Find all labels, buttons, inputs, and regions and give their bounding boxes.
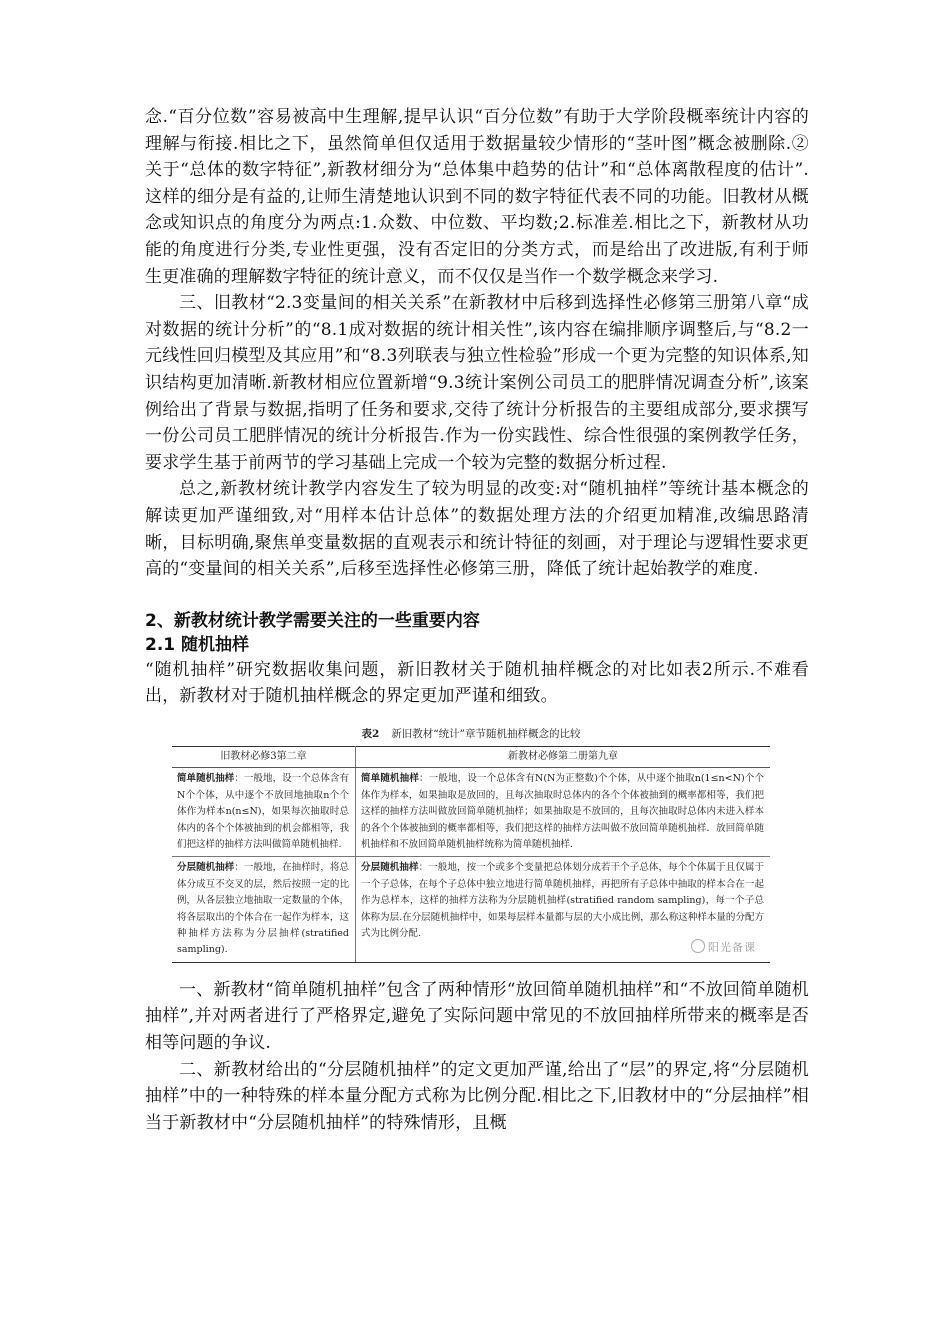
table-row <box>172 768 770 857</box>
paragraph-simple-random-sampling: 一、新教材“简单随机抽样”包含了两种情形“放回简单随机抽样”和“不放回简单随机抽样”,并对两者进行了严格界定,避免了实际问题中常见的不放回抽样所带来的概率是否相等问题的争议. <box>145 979 809 1053</box>
subsection-heading: 2.1 随机抽样 <box>145 634 250 655</box>
term-label: 分层随机抽样 <box>361 862 419 874</box>
paragraph-random-sampling-intro: “随机抽样”研究数据收集问题，新旧教材关于随机抽样概念的对比如表2所示.不难看出，新教材对于随机抽样概念的界定更加严谨和细致。 <box>145 659 809 707</box>
comparison-table-figure <box>172 726 770 963</box>
paragraph-summary: 总之,新教材统计教学内容发生了较为明显的改变:对“随机抽样”等统计基本概念的解读更加严谨细致,对“用样本估计总体”的数据处理方法的介绍更加精准,改编思路清晰，目标明确,聚焦单变量数据的直观表示和统计特征的刻画，对于理论与逻辑性要求更高的“变量间的相关关系”,后移至选择性必修第三册，降低了统计起始教学的难度. <box>145 479 809 580</box>
table-row <box>172 857 770 962</box>
definition-text: ：一般地，按一个或多个变量把总体划分成若干个子总体，每个个体属于且仅属于一个子总体，在每个子总体中独立地进行简单随机抽样，再把所有子总体中抽取的样本合在一起作为总样本，这样的抽样方法称为分层随机抽样(stratified random sampling)，每一个子总体称为层.在分层随机抽样中，如果每层样本量都与层的大小成比例，那么称这种样本量的分配方式为比例分配. <box>361 862 764 939</box>
document-page <box>145 104 809 1136</box>
section-gap <box>145 583 809 609</box>
section-heading: 2、新教材统计教学需要关注的一些重要内容 <box>145 610 480 631</box>
paragraph-digital-features: 念.“百分位数”容易被高中生理解,提早认识“百分位数”有助于大学阶段概率统计内容的理解与衔接.相比之下，虽然简单但仅适用于数据量较少情形的“茎叶图”概念被删除.②关于“总体的数字特征”,新教材细分为“总体集中趋势的估计”和“总体离散程度的估计”.这样的细分是有益的,让师生清楚地认识到不同的数字特征代表不同的功能。旧教材从概念或知识点的角度分为两点:1.众数、中位数、平均数;2.标准差.相比之下，新教材从功能的角度进行分类,专业性更强，没有否定旧的分类方式，而是给出了改进版,有利于师生更准确的理解数字特征的统计意义，而不仅仅是当作一个数学概念来学习. <box>145 107 809 287</box>
comparison-table <box>172 746 770 963</box>
table-caption-text: 新旧教材“统计”章节随机抽样概念的比较 <box>391 727 581 740</box>
term-label: 简单随机抽样 <box>177 773 235 785</box>
definition-text: ：一般地，在抽样时，将总体分成互不交叉的层，然后按照一定的比例，从各层独立地抽取一定数量的个体，将各层取出的个体合在一起作为样本，这种抽样方法称为分层抽样(stratified sampling). <box>177 862 349 956</box>
watermark-text: 阳光备课 <box>708 940 756 954</box>
paragraph-stratified-sampling: 二、新教材给出的“分层随机抽样”的定文更加严谨,给出了“层”的界定,将“分层随机抽样”中的一种特殊的样本量分配方式称为比例分配.相比之下,旧教材中的“分层抽样”相当于新教材中“分层随机抽样”的特殊情形，且概 <box>145 1059 809 1133</box>
column-header-new: 新教材必修第二册第九章 <box>356 746 771 767</box>
table-cell-new <box>356 768 771 857</box>
table-cell-old <box>172 857 356 962</box>
column-header-old: 旧教材必修3第二章 <box>172 746 356 767</box>
definition-text: ：一般地，设一个总体含有N个个体，从中逐个不放回地抽取n个个体作为样本n(n≤N)，如果每次抽取时总体内的各个个体被抽到的机会都相等，我们把这样的抽样方法叫做简单随机抽样. <box>177 773 349 850</box>
table-caption-label: 表2 <box>361 727 380 740</box>
term-label: 简单随机抽样 <box>361 773 420 785</box>
term-label: 分层随机抽样 <box>177 862 235 874</box>
watermark-logo-icon <box>691 939 705 953</box>
paragraph-correlation: 三、旧教材“2.3变量间的相关关系”在新教材中后移到选择性必修第三册第八章“成对数据的统计分析”的“8.1成对数据的统计相关性”,该内容在编排顺序调整后,与“8.2一元线性回归模型及其应用”和“8.3列联表与独立性检验”形成一个更为完整的知识体系,知识结构更加清晰.新教材相应位置新增“9.3统计案例公司员工的肥胖情况调查分析”,该案例给出了背景与数据,指明了任务和要求,交待了统计分析报告的主要组成部分,要求撰写一份公司员工肥胖情况的统计分析报告.作为一份实践性、综合性很强的案例教学任务，要求学生基于前两节的学习基础上完成一个较为完整的数据分析过程. <box>145 293 809 473</box>
definition-text: ：一般地，设一个总体含有N(N为正整数)个个体，从中逐个抽取n(1≤n<N)个个体作为样本，如果抽取是放回的，且每次抽取时总体内的各个个体被抽到的概率都相等，我们把这样的抽样方法叫做放回简单随机抽样；如果抽取是不放回的，且每次抽取时总体内未进入样本的各个个体被抽到的概率都相等，我们把这样的抽样方法叫做不放回简单随机抽样．放回简单随机抽样和不放回简单随机抽样统称为简单随机抽样. <box>361 773 764 850</box>
table-cell-old <box>172 768 356 857</box>
table-caption <box>172 726 770 742</box>
watermark <box>691 939 756 955</box>
table-header-row <box>172 746 770 767</box>
